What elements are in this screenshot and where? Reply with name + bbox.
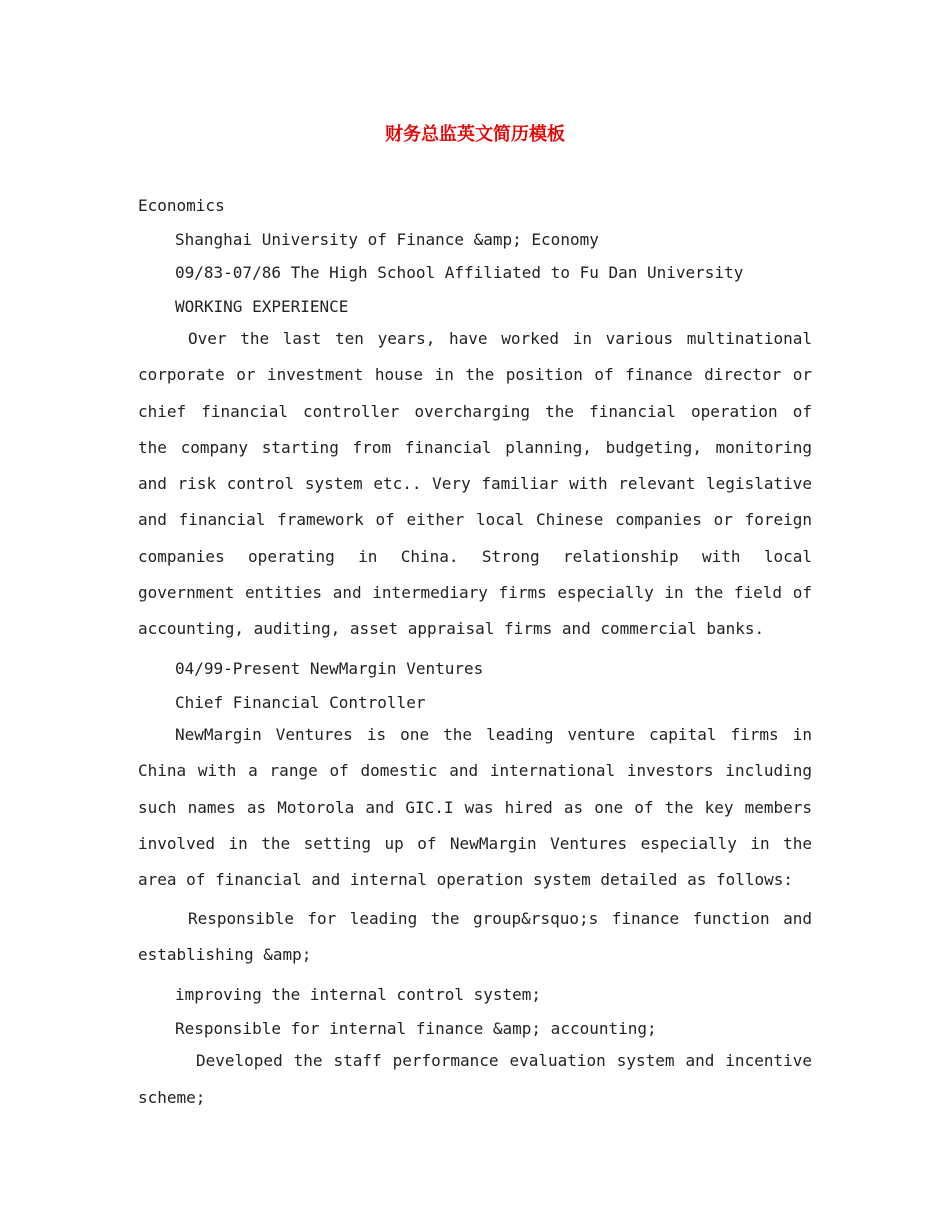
duty-item: Responsible for leading the group&rsquo;s finance function and establishing &amp; xyxy=(138,909,812,965)
duty-item: Responsible for internal finance &amp; accounting; xyxy=(175,1018,657,1038)
job-period: 04/99-Present NewMargin Ventures xyxy=(175,659,484,679)
document-title: 财务总监英文简历模板 xyxy=(385,124,565,145)
education-high-school: 09/83-07/86 The High School Affiliated to Fu Dan University xyxy=(175,263,744,282)
duty-item: Developed the staff performance evaluation system and incentive scheme; xyxy=(138,1051,812,1107)
section-heading-working-experience: WORKING EXPERIENCE xyxy=(175,296,349,316)
company-description: NewMargin Ventures is one the leading venture capital firms in China with a range of domestic and international investors including such names as Motorola and GIC.I was hired as one of the key members involved in the setting up of NewMargin Ventures especially in the area of financial and internal operation system detailed as follows: xyxy=(138,725,812,890)
education-university: Shanghai University of Finance &amp; Economy xyxy=(175,229,599,249)
job-title: Chief Financial Controller xyxy=(175,692,426,712)
resume-body xyxy=(138,193,812,1124)
experience-summary: Over the last ten years, have worked in various multinational corporate or investment house in the position of finance director or chief financial controller overcharging the financial operation of the company starting from financial planning, budgeting, monitoring and risk control system etc.. Very familiar with relevant legislative and financial framework of either local Chinese companies or foreign companies operating in China. Strong relationship with local government entities and intermediary firms especially in the field of accounting, auditing, asset appraisal firms and commercial banks. xyxy=(138,329,812,639)
duty-item-continued: improving the internal control system; xyxy=(175,985,542,1005)
education-major: Economics xyxy=(138,196,225,215)
